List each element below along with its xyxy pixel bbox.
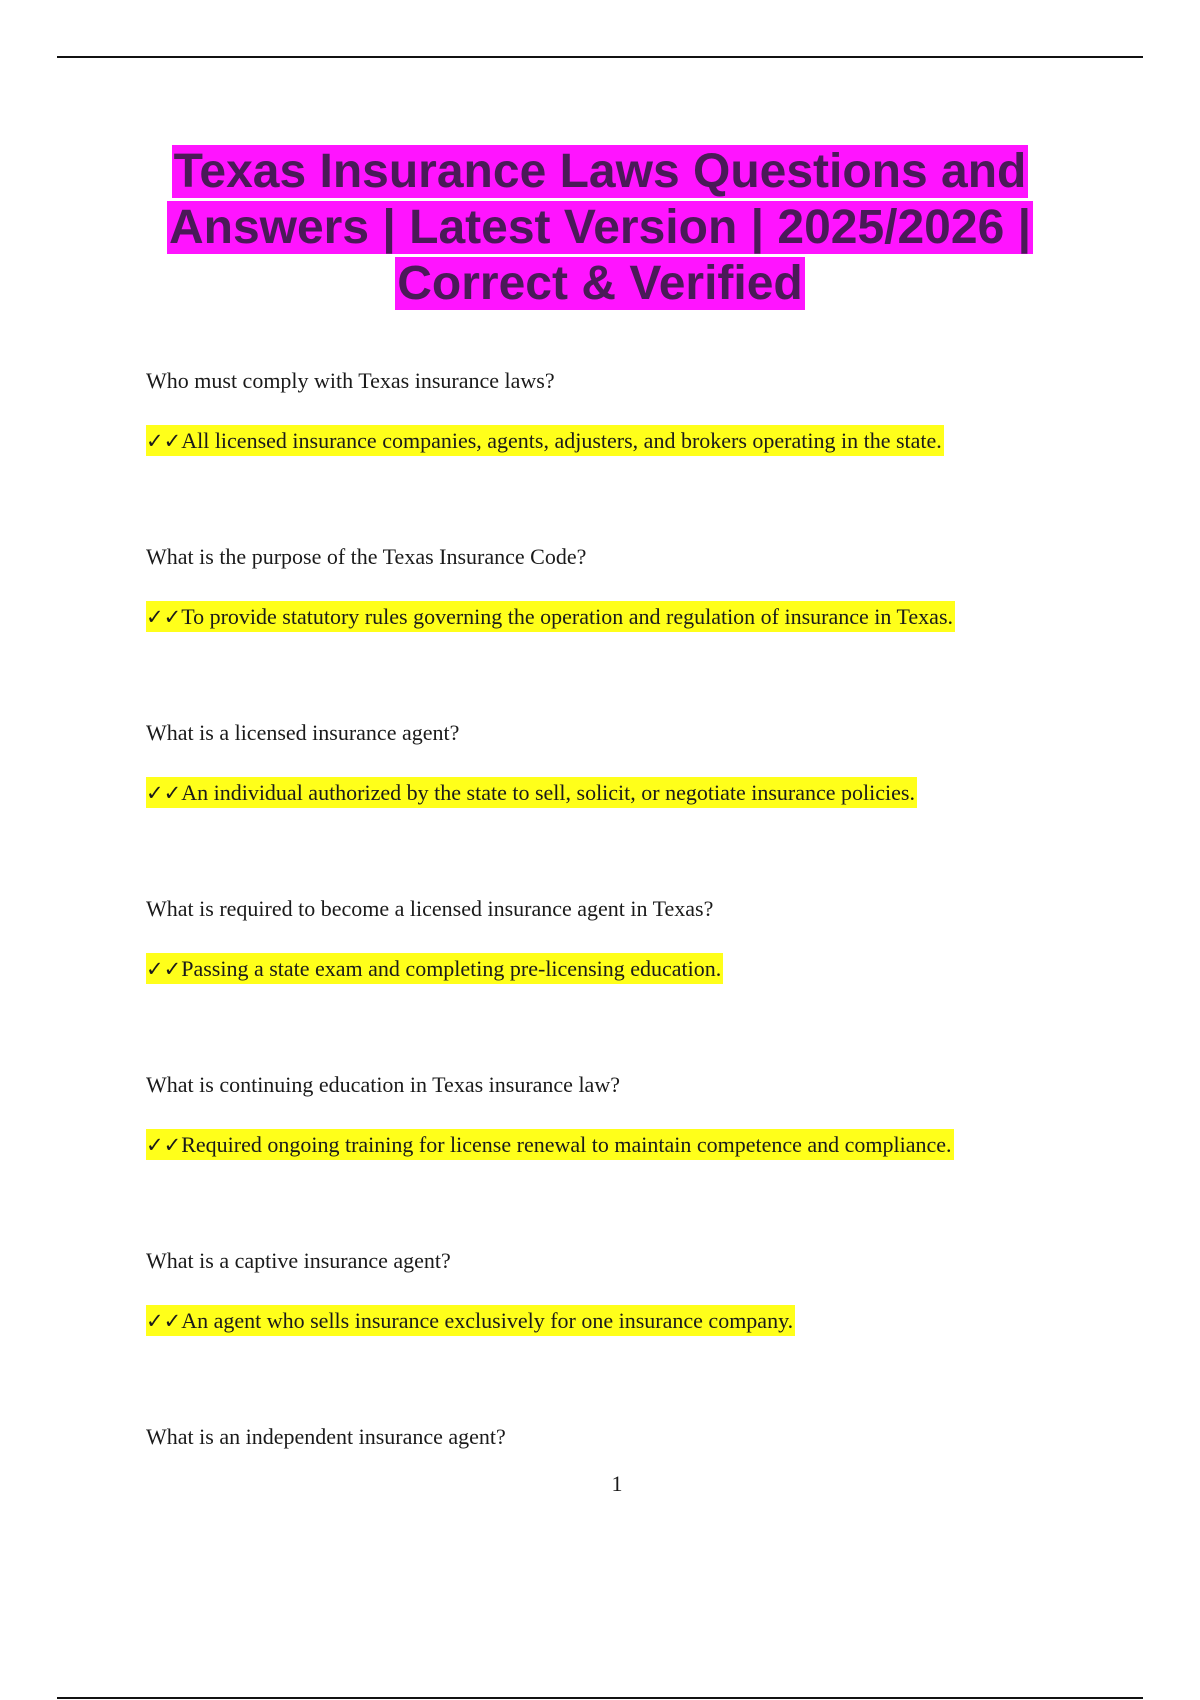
question-text: What is continuing education in Texas insurance law? <box>146 1072 620 1097</box>
answer-highlight <box>146 1129 954 1160</box>
qa-list <box>146 366 1066 1598</box>
page-number: 1 <box>611 1471 623 1496</box>
question-text: What is the purpose of the Texas Insurance Code? <box>146 544 587 569</box>
double-check-icon: ✓✓ <box>146 1133 182 1157</box>
answer-body: To provide statutory rules governing the operation and regulation of insurance in Texas. <box>181 604 954 629</box>
qa-item <box>146 718 1066 894</box>
answer-highlight <box>146 1305 795 1336</box>
qa-item <box>146 542 1066 718</box>
qa-item <box>146 366 1066 542</box>
answer-text <box>146 602 1066 632</box>
double-check-icon: ✓✓ <box>146 957 182 981</box>
answer-highlight <box>146 953 723 984</box>
answer-body: Required ongoing training for license renewal to maintain competence and compliance. <box>181 1132 952 1157</box>
double-check-icon: ✓✓ <box>146 605 182 629</box>
qa-item <box>146 1246 1066 1422</box>
question-text: What is required to become a licensed insurance agent in Texas? <box>146 896 714 921</box>
answer-highlight <box>146 777 917 808</box>
question-text: What is a licensed insurance agent? <box>146 720 460 745</box>
bottom-rule <box>57 1697 1143 1699</box>
answer-body: An agent who sells insurance exclusively for one insurance company. <box>181 1308 794 1333</box>
double-check-icon: ✓✓ <box>146 781 182 805</box>
qa-item <box>146 1070 1066 1246</box>
answer-text <box>146 954 1066 984</box>
answer-highlight <box>146 601 955 632</box>
answer-text <box>146 426 1066 456</box>
answer-text <box>146 1306 1066 1336</box>
answer-highlight <box>146 425 944 456</box>
question-text: What is a captive insurance agent? <box>146 1248 451 1273</box>
title-line-2: Answers | Latest Version | 2025/2026 | <box>168 201 1032 254</box>
question-text: Who must comply with Texas insurance laws? <box>146 368 555 393</box>
top-rule <box>57 56 1143 58</box>
answer-body: Passing a state exam and completing pre-licensing education. <box>181 956 722 981</box>
qa-item <box>146 894 1066 1070</box>
title-line-1: Texas Insurance Laws Questions and <box>173 145 1027 198</box>
answer-text <box>146 1130 1066 1160</box>
qa-item <box>146 1422 1066 1598</box>
answer-body: An individual authorized by the state to sell, solicit, or negotiate insurance policies. <box>181 780 915 805</box>
double-check-icon: ✓✓ <box>146 429 182 453</box>
question-text: What is an independent insurance agent? <box>146 1424 506 1449</box>
title-line-3: Correct & Verified <box>397 257 803 310</box>
answer-text <box>146 778 1066 808</box>
double-check-icon: ✓✓ <box>146 1309 182 1333</box>
answer-body: All licensed insurance companies, agents, adjusters, and brokers operating in the state. <box>181 428 942 453</box>
document-title <box>100 144 1100 312</box>
